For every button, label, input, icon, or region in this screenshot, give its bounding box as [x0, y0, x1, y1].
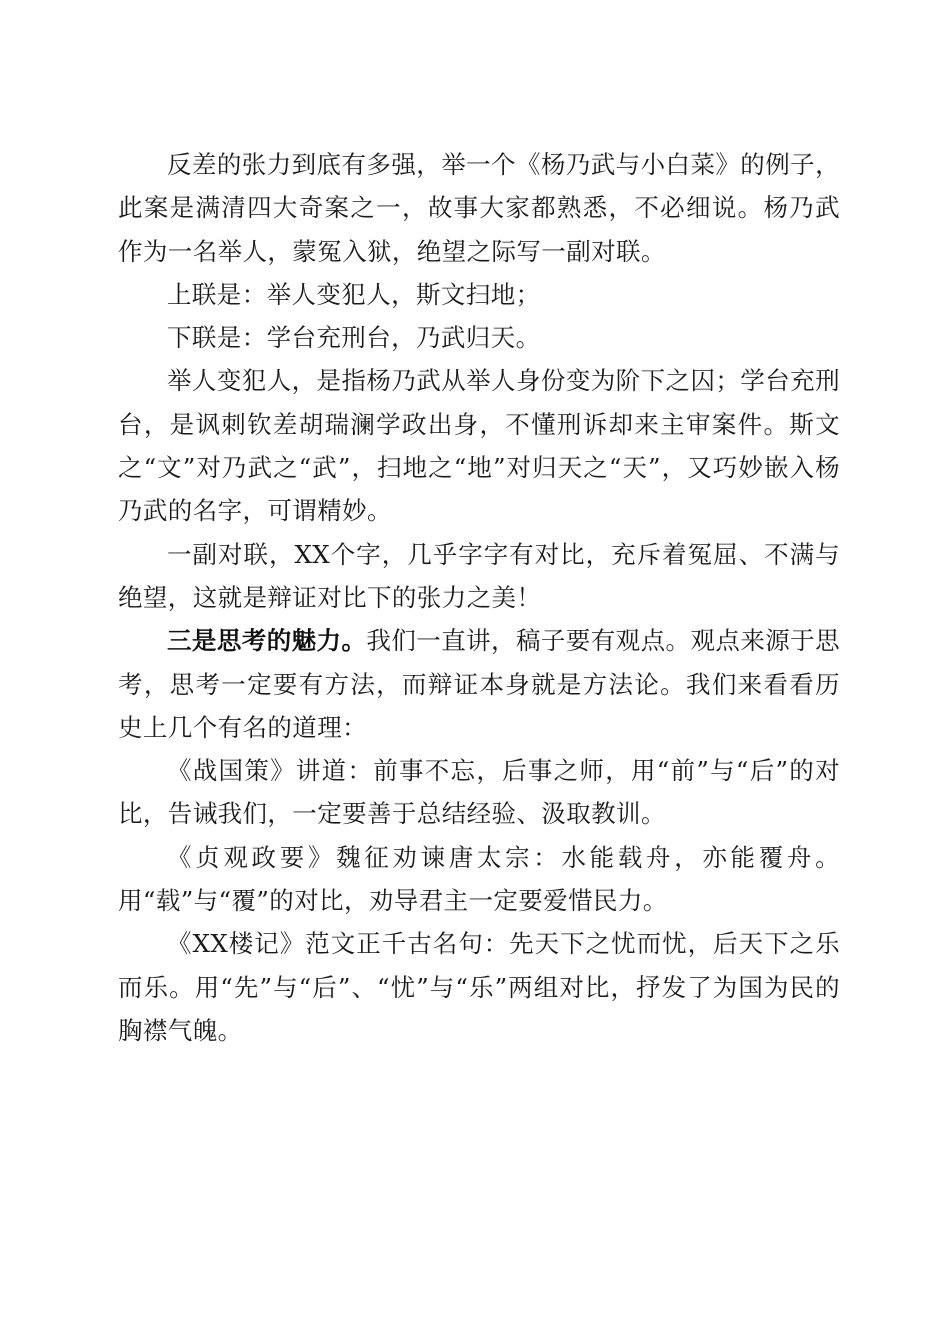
paragraph-text: 《XX楼记》范文正千古名句：先天下之忧而忧，后天下之乐而乐。用“先”与“后”、“忧”与“乐”两组对比，抒发了为国为民的胸襟气魄。 — [118, 929, 840, 1045]
paragraph-couplet-summary — [118, 533, 840, 620]
paragraph-text: 一副对联，XX个字，几乎字字有对比，充斥着冤屈、不满与绝望，这就是辩证对比下的张力之美！ — [118, 539, 840, 612]
paragraph-text: 我们一直讲，稿子要有观点。观点来源于思考，思考一定要有方法，而辩证本身就是方法论。我们来看看历史上几个有名的道理： — [118, 626, 840, 742]
paragraph-text: 反差的张力到底有多强，举一个《杨乃武与小白菜》的例子，此案是满清四大奇案之一，故事大家都熟悉，不必细说。杨乃武作为一名举人，蒙冤入狱，绝望之际写一副对联。 — [118, 150, 840, 266]
paragraph-upper-couplet — [118, 273, 840, 316]
paragraph-text: 举人变犯人，是指杨乃武从举人身份变为阶下之囚；学台充刑台，是讽刺钦差胡瑞澜学政出身，不懂刑诉却来主审案件。斯文之“文”对乃武之“武”，扫地之“地”对归天之“天”，又巧妙嵌入杨乃武的名字，可谓精妙。 — [118, 366, 840, 526]
paragraph-text: 下联是：学台充刑台，乃武归天。 — [167, 323, 541, 353]
paragraph-zhanguoce — [118, 749, 840, 836]
paragraph-text: 《贞观政要》魏征劝谏唐太宗：水能载舟，亦能覆舟。用“载”与“覆”的对比，劝导君主一定要爱惜民力。 — [118, 842, 840, 916]
paragraph-couplet-explanation — [118, 359, 840, 532]
paragraph-text: 上联是：举人变犯人，斯文扫地； — [167, 279, 541, 309]
document-body — [118, 143, 840, 1052]
paragraph-zhenguan — [118, 836, 840, 923]
paragraph-lower-couplet — [118, 316, 840, 359]
paragraph-thinking-charm — [118, 619, 840, 749]
paragraph-text: 《战国策》讲道：前事不忘，后事之师，用“前”与“后”的对比，告诫我们，一定要善于总结经验、汲取教训。 — [118, 756, 840, 829]
paragraph-tower-record — [118, 922, 840, 1052]
paragraph-lead-heading: 三是思考的魅力。 — [167, 626, 367, 656]
paragraph-contrast-intro — [118, 143, 840, 273]
